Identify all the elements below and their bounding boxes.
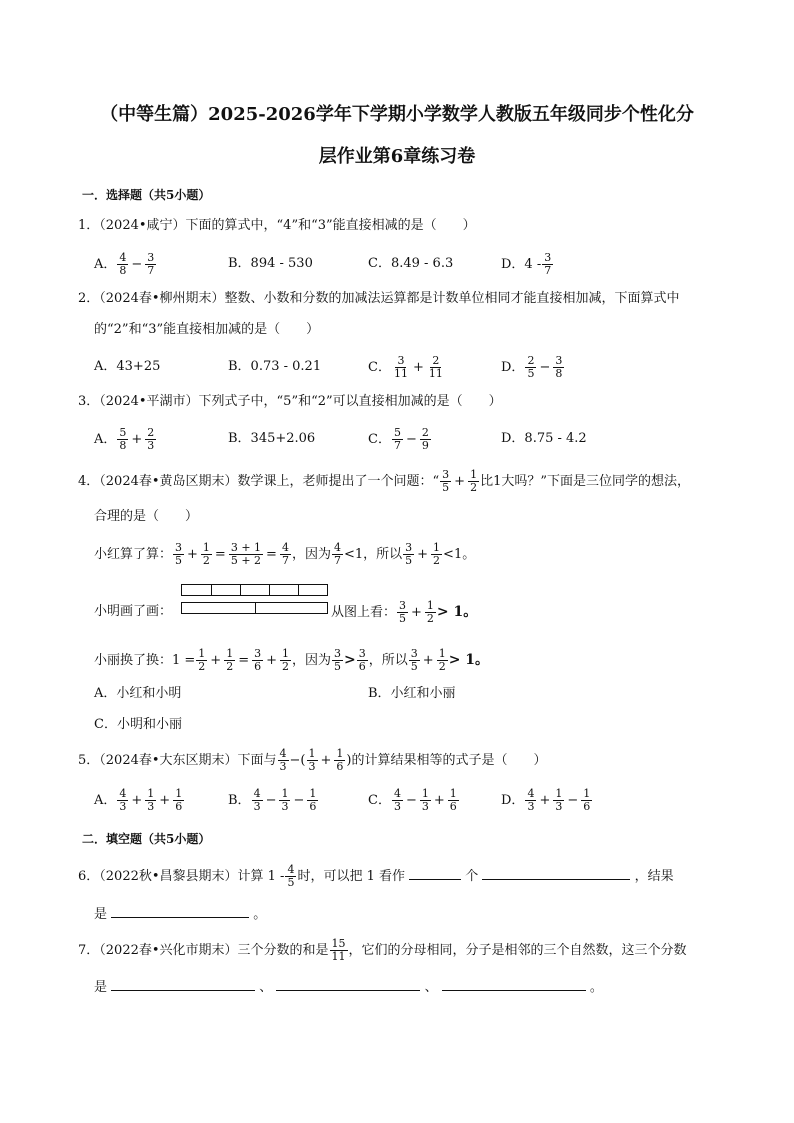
bar-divider — [269, 585, 270, 595]
question-5-option-d[interactable]: D． $\frac{4}{3}$ + $\frac{1}{3}$ − $\frac{1}{6}$ — [501, 787, 591, 813]
fraction: $\frac{2}{5}$ — [527, 354, 535, 380]
question-5-option-b[interactable]: B． $\frac{4}{3}$ − $\frac{1}{3}$ − $\frac{1}{6}$ — [228, 787, 317, 813]
fraction: $\frac{4}{5}$ — [287, 863, 295, 889]
fraction: $\frac{3}{7}$ — [147, 251, 155, 277]
fraction: $\frac{2}{11}$ — [428, 354, 443, 380]
fraction: $\frac{3}{5}$ — [334, 647, 342, 673]
bar-divider — [211, 585, 212, 595]
question-4-stem-line-1: 4．（2024春•黄岛区期末）数学课上，老师提出了一个问题：“ $\frac{3}{5}$ + $\frac{1}{2}$ 比1大吗？”下面是三位同学的想法， — [78, 468, 690, 494]
option-label: D．4 - — [501, 257, 542, 272]
question-2-option-a[interactable]: A．43+25 — [94, 359, 161, 374]
page-title-line-1: （中等生篇）2025-2026学年下学期小学数学人教版五年级同步个性化分 — [100, 104, 694, 125]
answer-blank[interactable] — [276, 976, 420, 991]
option-label: C． — [368, 793, 391, 808]
question-4-option-c[interactable]: C．小明和小丽 — [94, 717, 182, 732]
option-label: A． — [94, 432, 117, 447]
fraction: $\frac{4}{3}$ — [393, 787, 401, 813]
fraction: $\frac{2}{3}$ — [147, 426, 155, 452]
question-7-stem: 7．（2022春•兴化市期末）三个分数的和是 $\frac{15}{11}$ ，它们的分母相同，分子是相邻的三个自然数，这三个分数 — [78, 937, 687, 963]
fraction: $\frac{4}{3}$ — [527, 787, 535, 813]
option-label: A． — [94, 793, 117, 808]
fraction: $\frac{3}{11}$ — [393, 354, 408, 380]
fraction: $\frac{1}{3}$ — [281, 787, 289, 813]
fraction: $\frac{4}{7}$ — [333, 541, 341, 567]
fraction: $\frac{3}{7}$ — [544, 251, 552, 277]
question-1-option-a[interactable]: A． $\frac{4}{8}$ − $\frac{3}{7}$ — [94, 251, 155, 277]
answer-blank[interactable] — [111, 976, 255, 991]
fraction: $\frac{4}{3}$ — [119, 787, 127, 813]
question-5-stem: 5．（2024春•大东区期末）下面与 $\frac{4}{3}$ −( $\frac{1}{3}$ + $\frac{1}{6}$ )的计算结果相等的式子是（ ） — [78, 747, 547, 773]
fraction: $\frac{5}{8}$ — [119, 426, 127, 452]
question-4-stem-line-2: 合理的是（ ） — [94, 509, 199, 524]
fraction: $\frac{1}{6}$ — [336, 747, 344, 773]
question-1-option-b[interactable]: B．894 - 530 — [228, 256, 313, 271]
question-3-option-d[interactable]: D．8.75 - 4.2 — [501, 431, 587, 446]
fraction: $\frac{1}{2}$ — [470, 468, 478, 494]
fraction: $\frac{3}{5}$ — [175, 541, 183, 567]
fraction: $\frac{5}{7}$ — [393, 426, 401, 452]
fraction: $\frac{4}{3}$ — [253, 787, 261, 813]
question-6-stem: 6．（2022秋•昌黎县期末）计算 1 - $\frac{4}{5}$ 时，可以把 1 看作 个 ，结果 — [78, 863, 674, 889]
answer-blank[interactable] — [442, 976, 586, 991]
option-label: D． — [501, 793, 525, 808]
page-title-line-2: 层作业第6章练习卷 — [318, 146, 476, 167]
fraction: $\frac{4}{7}$ — [281, 541, 289, 567]
fraction: $\frac{1}{6}$ — [449, 787, 457, 813]
question-4-xiaoming-label: 小明画了画： — [94, 604, 173, 619]
fraction: $\frac{4}{8}$ — [119, 251, 127, 277]
fraction: $\frac{1}{3}$ — [147, 787, 155, 813]
section-heading-choice: 一．选择题（共5小题） — [82, 188, 211, 202]
question-2-stem-line-2: 的“2”和“3”能直接相加减的是（ ） — [94, 322, 320, 337]
fraction: $\frac{1}{2}$ — [438, 647, 446, 673]
answer-blank[interactable] — [111, 903, 249, 918]
option-label: C． — [368, 360, 391, 375]
halves-bar-diagram — [181, 602, 328, 614]
question-4-xiaoming-conclusion: 从图上看： $\frac{3}{5}$ + $\frac{1}{2}$ > 1。 — [331, 599, 478, 625]
answer-blank[interactable] — [482, 865, 630, 880]
fraction: $\frac{1}{3}$ — [555, 787, 563, 813]
fraction: $\frac{1}{2}$ — [433, 541, 441, 567]
bar-divider — [240, 585, 241, 595]
fraction: $\frac{1}{6}$ — [583, 787, 591, 813]
fraction: $\frac{15}{11}$ — [331, 937, 346, 963]
question-5-option-a[interactable]: A． $\frac{4}{3}$ + $\frac{1}{3}$ + $\frac{1}{6}$ — [94, 787, 183, 813]
question-4-xiaohong-method: 小红算了算： $\frac{3}{5}$ + $\frac{1}{2}$ = $\frac{3 + 1}{5 + 2}$ = $\frac{4}{7}$ ，因为 $\frac{4}{7}$ <1，所以 $\frac{3}{5}$ + $\frac{1}{2}$ <1。 — [94, 541, 476, 567]
fraction: $\frac{3}{5}$ — [399, 599, 407, 625]
question-7-line-2: 是 、 、 。 — [94, 976, 603, 997]
question-4-option-b[interactable]: B．小红和小丽 — [368, 686, 456, 701]
fraction: $\frac{1}{2}$ — [198, 647, 206, 673]
fraction: $\frac{1}{6}$ — [175, 787, 183, 813]
option-label: A． — [94, 257, 117, 272]
fraction: $\frac{1}{2}$ — [226, 647, 234, 673]
question-2-option-b[interactable]: B．0.73 - 0.21 — [228, 359, 322, 374]
question-3-stem: 3．（2024•平湖市）下列式子中，“5”和“2”可以直接相加减的是（ ） — [78, 394, 502, 409]
question-2-stem-line-1: 2．（2024春•柳州期末）整数、小数和分数的加减法运算都是计数单位相同才能直接相加减，下面算式中 — [78, 291, 680, 306]
question-1-stem: 1．（2024•咸宁）下面的算式中，“4”和“3”能直接相减的是（ ） — [78, 218, 476, 233]
answer-blank[interactable] — [409, 865, 461, 880]
fraction: $\frac{1}{2}$ — [202, 541, 210, 567]
question-1-option-d[interactable] — [501, 252, 554, 277]
fraction: $\frac{1}{3}$ — [308, 747, 316, 773]
question-4-option-a[interactable]: A．小红和小明 — [94, 686, 182, 701]
fraction: $\frac{1}{3}$ — [421, 787, 429, 813]
fraction: $\frac{4}{3}$ — [279, 747, 287, 773]
fraction: $\frac{2}{9}$ — [421, 426, 429, 452]
fraction: $\frac{3}{5}$ — [405, 541, 413, 567]
fraction: $\frac{3 + 1}{5 + 2}$ — [230, 541, 262, 567]
fifths-bar-diagram — [181, 584, 328, 596]
bar-divider — [298, 585, 299, 595]
section-heading-fill-in: 二．填空题（共5小题） — [82, 832, 211, 846]
question-2-option-c[interactable]: C． $\frac{3}{11}$ + $\frac{2}{11}$ — [368, 354, 443, 380]
bar-divider — [255, 603, 256, 613]
fraction: $\frac{1}{2}$ — [426, 599, 434, 625]
fraction: $\frac{1}{2}$ — [282, 647, 290, 673]
fraction: $\frac{3}{5}$ — [410, 647, 418, 673]
fraction: $\frac{3}{8}$ — [555, 354, 563, 380]
option-label: B． — [228, 793, 251, 808]
question-6-line-2: 是 。 — [94, 903, 266, 924]
fraction: $\frac{3}{6}$ — [254, 647, 262, 673]
fraction: $\frac{3}{5}$ — [442, 468, 450, 494]
question-3-option-b[interactable]: B．345+2.06 — [228, 431, 316, 446]
question-3-option-a[interactable]: A． $\frac{5}{8}$ + $\frac{2}{3}$ — [94, 426, 155, 452]
fraction: $\frac{1}{6}$ — [309, 787, 317, 813]
question-1-option-c[interactable]: C．8.49 - 6.3 — [368, 256, 454, 271]
question-3-option-c[interactable]: C． $\frac{5}{7}$ − $\frac{2}{9}$ — [368, 426, 429, 452]
fraction: $\frac{3}{6}$ — [358, 647, 366, 673]
question-5-option-c[interactable]: C． $\frac{4}{3}$ − $\frac{1}{3}$ + $\frac{1}{6}$ — [368, 787, 457, 813]
option-label: C． — [368, 432, 391, 447]
option-label: D． — [501, 360, 525, 375]
question-4-xiaoli-method: 小丽换了换：1 = $\frac{1}{2}$ + $\frac{1}{2}$ = $\frac{3}{6}$ + $\frac{1}{2}$ ，因为 $\frac{3}{5}$ > $\frac{3}{6}$ ，所以 $\frac{3}{5}$ + $\frac{1}{2}$ > 1。 — [94, 647, 490, 673]
question-2-option-d[interactable]: D． $\frac{2}{5}$ − $\frac{3}{8}$ — [501, 354, 563, 380]
